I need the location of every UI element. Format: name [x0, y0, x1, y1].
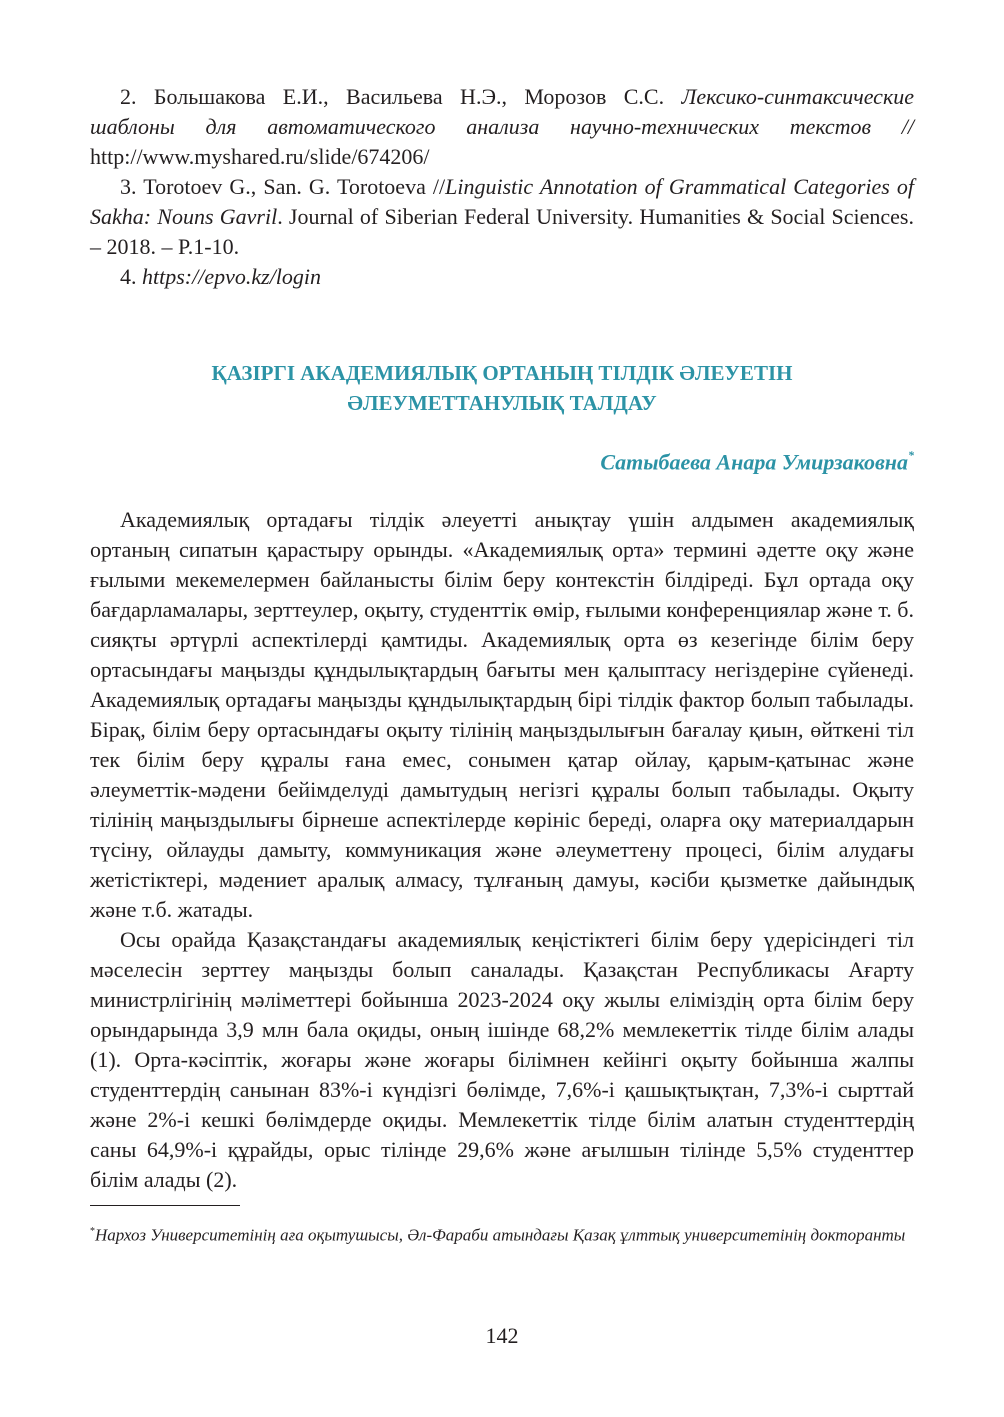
body-paragraph: Осы орайда Қазақстандағы академиялық кеңістіктегі білім беру үдерісіндегі тіл мәселесін зерттеу маңызды болып саналады. Қазақстан Республикасы Ағарту министрлігінің мәліметтері бойынша 2023-2024 оқу жылы еліміздің орта білім беру орындарында 3,9 млн бала оқиды, оның ішінде 68,2% мемлекеттік тілде білім алады (1). Орта-кәсіптік, жоғары және жоғары білімнен кейінгі оқыту бойынша жалпы студенттердің санынан 83%-і күндізгі бөлімде, 7,6%-і қашықтықтан, 7,3%-і сырттай және 2%-і кешкі бөлімдерде оқиды. Мемлекеттік тілде білім алатын студенттердің саны 64,9%-і құрайды, орыс тілінде 29,6% және ағылшын тілінде 5,5% студенттер білім алады (2). — [90, 927, 914, 1193]
reference-item: 2. Большакова Е.И., Васильева Н.Э., Морозов С.С. Лексико-синтаксические шаблоны для автоматического анализа научно-технических текстов // http://www.myshared.ru/slide/674206/ — [90, 84, 915, 169]
article-title — [90, 358, 914, 418]
footnote-text: Нархоз Университетінің аға оқытушысы, Әл-Фараби атындағы Қазақ ұлттық университетінің докторанты — [95, 1225, 906, 1245]
reference-link[interactable]: https://epvo.kz/login — [142, 264, 322, 289]
article-author — [90, 442, 914, 477]
article-title-line: ҚАЗІРГІ АКАДЕМИЯЛЫҚ ОРТАНЫҢ ТІЛДІК ӘЛЕУЕТІН — [211, 361, 793, 385]
article-body — [90, 505, 914, 1195]
body-paragraph: Академиялық ортадағы тілдік әлеуетті анықтау үшін алдымен академиялық ортаның сипатын қарастыру орынды. «Академиялық орта» термині әдетте оқу және ғылыми мекемелермен байланысты білім беру контекстін білдіреді. Бұл ортада оқу бағдарламалары, зерттеулер, оқыту, студенттік өмір, ғылыми конференциялар және т. б. сияқты әртүрлі аспектілерді қамтиды. Академиялық орта өз кезегінде білім беру ортасындағы маңызды құндылықтардың бағыты мен қалыптасу негіздеріне сүйенеді. Академиялық ортадағы маңызды құндылықтардың бірі тілдік фактор болып табылады. Бірақ, білім беру ортасындағы оқыту тілінің маңыздылығын бағалау қиын, өйткені тіл тек білім беру құралы ғана емес, сонымен қатар ойлау, қарым-қатынас және әлеуметтік-мәдени бейімделуді дамытудың негізгі құралы болып табылады. Оқыту тілінің маңыздылығы бірнеше аспектілерде көрініс береді, оларға оқу материалдарын түсіну, ойлауды дамыту, коммуникация және әлеуметтену процесі, білім алудағы жетістіктері, мәдениет аралық алмасу, тұлғаның дамуы, кәсіби қызметке дайындық және т.б. жатады. — [90, 507, 914, 923]
footnote — [90, 1220, 914, 1248]
page-number: 142 — [485, 1323, 519, 1348]
reference-list — [90, 82, 914, 292]
reference-item: 4. https://epvo.kz/login — [120, 264, 322, 289]
reference-item: 3. Torotoev G., San. G. Torotoeva //Linguistic Annotation of Grammatical Categories of Sakha: Nouns Gavril. Journal of Siberian Federal University. Humanities & Social Sciences. – 2018. – P.1-10. — [90, 174, 915, 259]
author-name: Сатыбаева Анара Умирзаковна — [600, 449, 908, 475]
footnote-divider — [90, 1205, 240, 1206]
footnote-marker: * — [908, 448, 914, 462]
article-title-line: ӘЛЕУМЕТТАНУЛЫҚ ТАЛДАУ — [347, 391, 657, 415]
footnote-marker: * — [90, 1226, 95, 1238]
page-content — [90, 82, 914, 1248]
